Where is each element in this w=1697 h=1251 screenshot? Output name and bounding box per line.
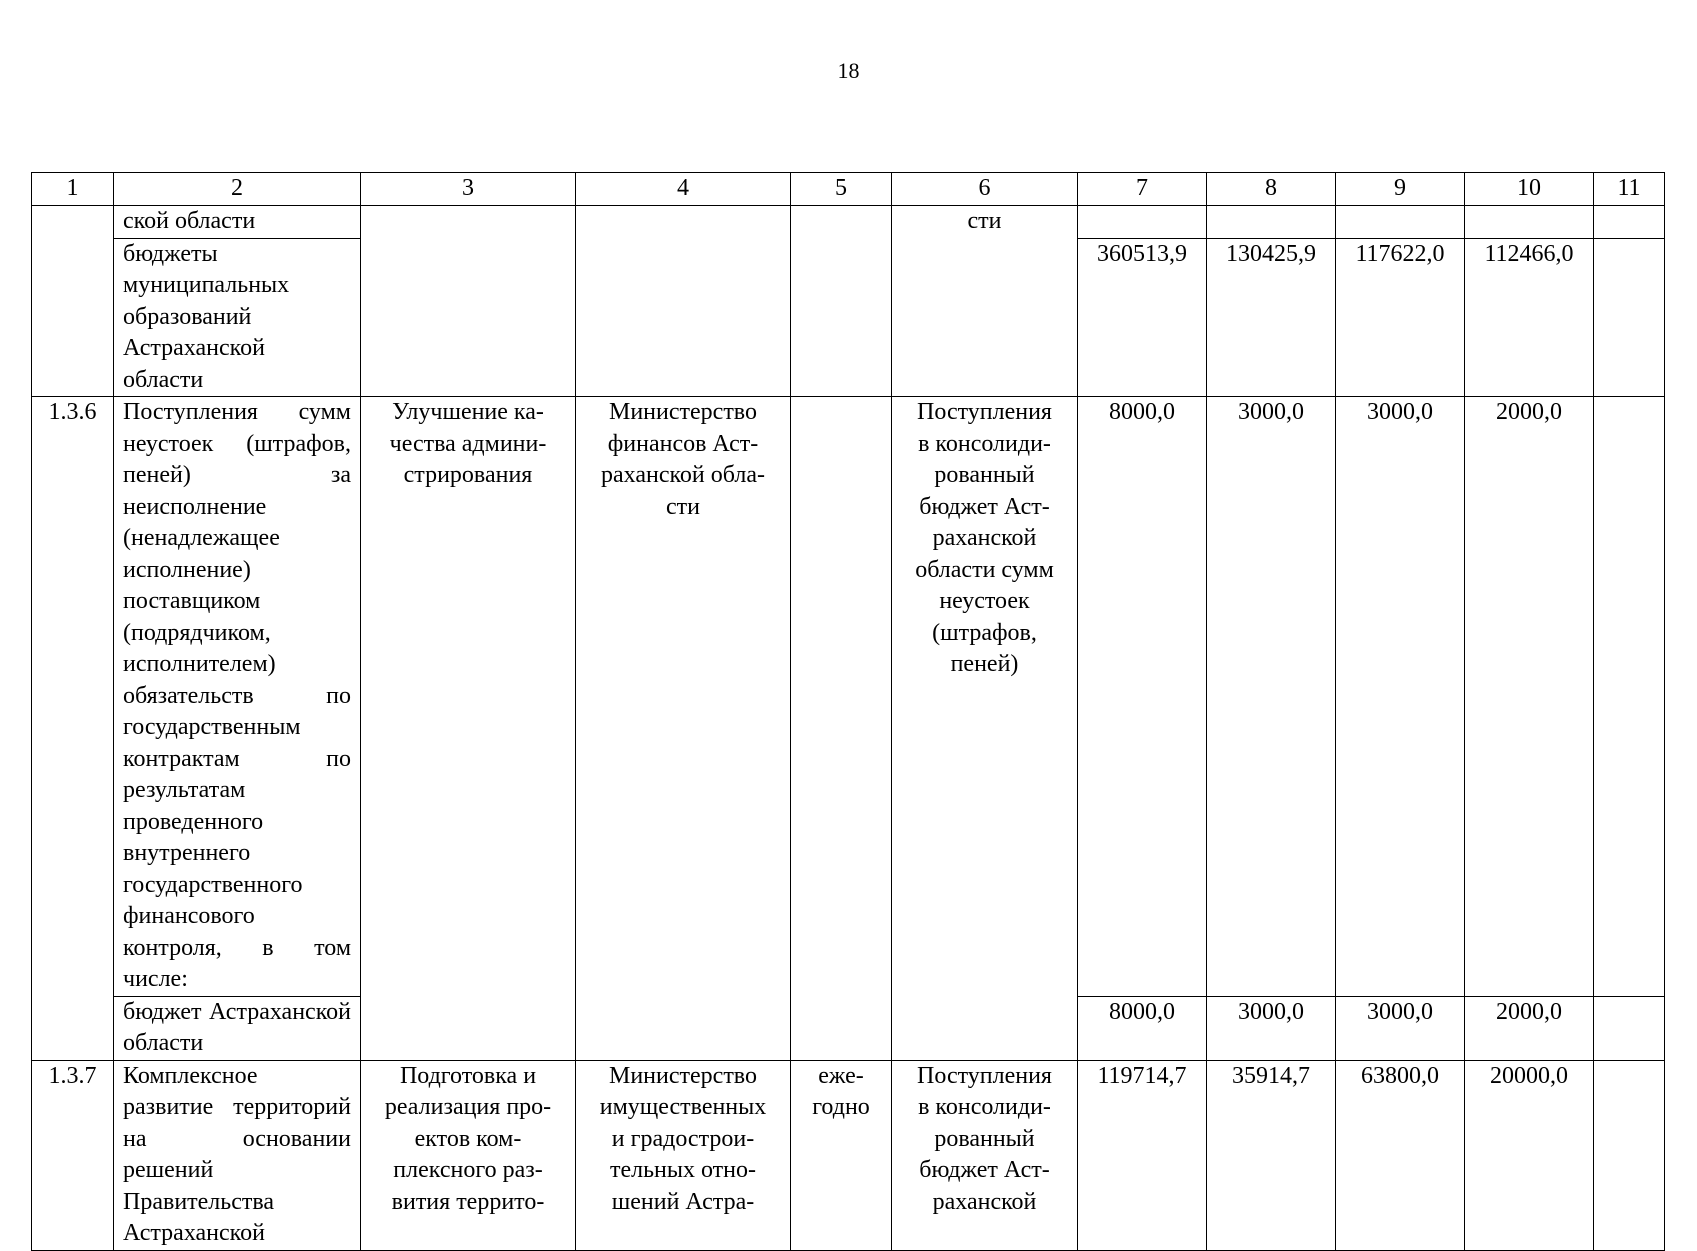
page-number: 18: [837, 58, 860, 83]
source-name-cell: бюджет Астраханской области: [114, 996, 361, 1060]
value-cell: 3000,0: [1336, 996, 1465, 1060]
column-number: 2: [114, 173, 361, 206]
value-cell: 63800,0: [1336, 1060, 1465, 1250]
value-cell: 35914,7: [1207, 1060, 1336, 1250]
executor-cell: Министерство финансов Аст- раханской обла- сти: [576, 397, 791, 1061]
period-cell: [791, 397, 892, 1061]
column-number: 4: [576, 173, 791, 206]
value-cell: [1594, 1060, 1665, 1250]
column-number: 6: [892, 173, 1078, 206]
purpose-cell: Подготовка и реализация про- ектов ком- плексного раз- вития террито-: [361, 1060, 576, 1250]
value-cell: [1465, 206, 1594, 239]
period-cell: [791, 206, 892, 397]
code-cell: 1.3.6: [32, 397, 114, 1061]
table-row: [32, 206, 1665, 239]
value-cell: 3000,0: [1336, 397, 1465, 997]
value-cell: 130425,9: [1207, 238, 1336, 397]
indicator-cell: Поступления в консолиди- рованный бюджет Аст- раханской области сумм неустоек (штрафов, пеней): [892, 397, 1078, 1061]
column-number: 10: [1465, 173, 1594, 206]
code-cell: 1.3.7: [32, 1060, 114, 1250]
value-cell: 112466,0: [1465, 238, 1594, 397]
value-cell: [1207, 206, 1336, 239]
column-number: 11: [1594, 173, 1665, 206]
source-name-cell: ской области: [114, 206, 361, 239]
program-table: [31, 172, 1665, 1251]
purpose-cell: Улучшение ка- чества админи- стрирования: [361, 397, 576, 1061]
column-number: 9: [1336, 173, 1465, 206]
column-number: 7: [1078, 173, 1207, 206]
indicator-cell: Поступления в консолиди- рованный бюджет Аст- раханской: [892, 1060, 1078, 1250]
value-cell: [1594, 238, 1665, 397]
column-number: 1: [32, 173, 114, 206]
value-cell: 8000,0: [1078, 397, 1207, 997]
column-number-row: [32, 173, 1665, 206]
value-cell: 2000,0: [1465, 996, 1594, 1060]
measure-name-cell: Поступления сумм неустоек (штрафов, пеней) за неисполнение (ненадлежащее исполнение) поставщиком (подрядчиком, исполнителем) обязательств по государственным контрактам по результатам проведенного внутреннего государственного финансового контроля, в том числе:: [114, 397, 361, 997]
executor-cell: [576, 206, 791, 397]
column-number: 3: [361, 173, 576, 206]
value-cell: 117622,0: [1336, 238, 1465, 397]
column-number: 5: [791, 173, 892, 206]
value-cell: 3000,0: [1207, 397, 1336, 997]
value-cell: 3000,0: [1207, 996, 1336, 1060]
code-cell: [32, 206, 114, 397]
value-cell: [1078, 206, 1207, 239]
value-cell: 20000,0: [1465, 1060, 1594, 1250]
value-cell: [1594, 206, 1665, 239]
value-cell: [1336, 206, 1465, 239]
column-number: 8: [1207, 173, 1336, 206]
value-cell: 8000,0: [1078, 996, 1207, 1060]
executor-cell: Министерство имущественных и градострои- тельных отно- шений Астра-: [576, 1060, 791, 1250]
value-cell: 360513,9: [1078, 238, 1207, 397]
value-cell: 119714,7: [1078, 1060, 1207, 1250]
value-cell: [1594, 996, 1665, 1060]
value-cell: [1594, 397, 1665, 997]
table-row: [32, 1060, 1665, 1250]
table-row: [32, 397, 1665, 997]
indicator-cell: сти: [892, 206, 1078, 397]
measure-name-cell: Комплексное развитие территорий на основании решений Правительства Астраханской: [114, 1060, 361, 1250]
purpose-cell: [361, 206, 576, 397]
period-cell: еже- годно: [791, 1060, 892, 1250]
source-name-cell: бюджеты муниципальных образований Астраханской области: [114, 238, 361, 397]
value-cell: 2000,0: [1465, 397, 1594, 997]
